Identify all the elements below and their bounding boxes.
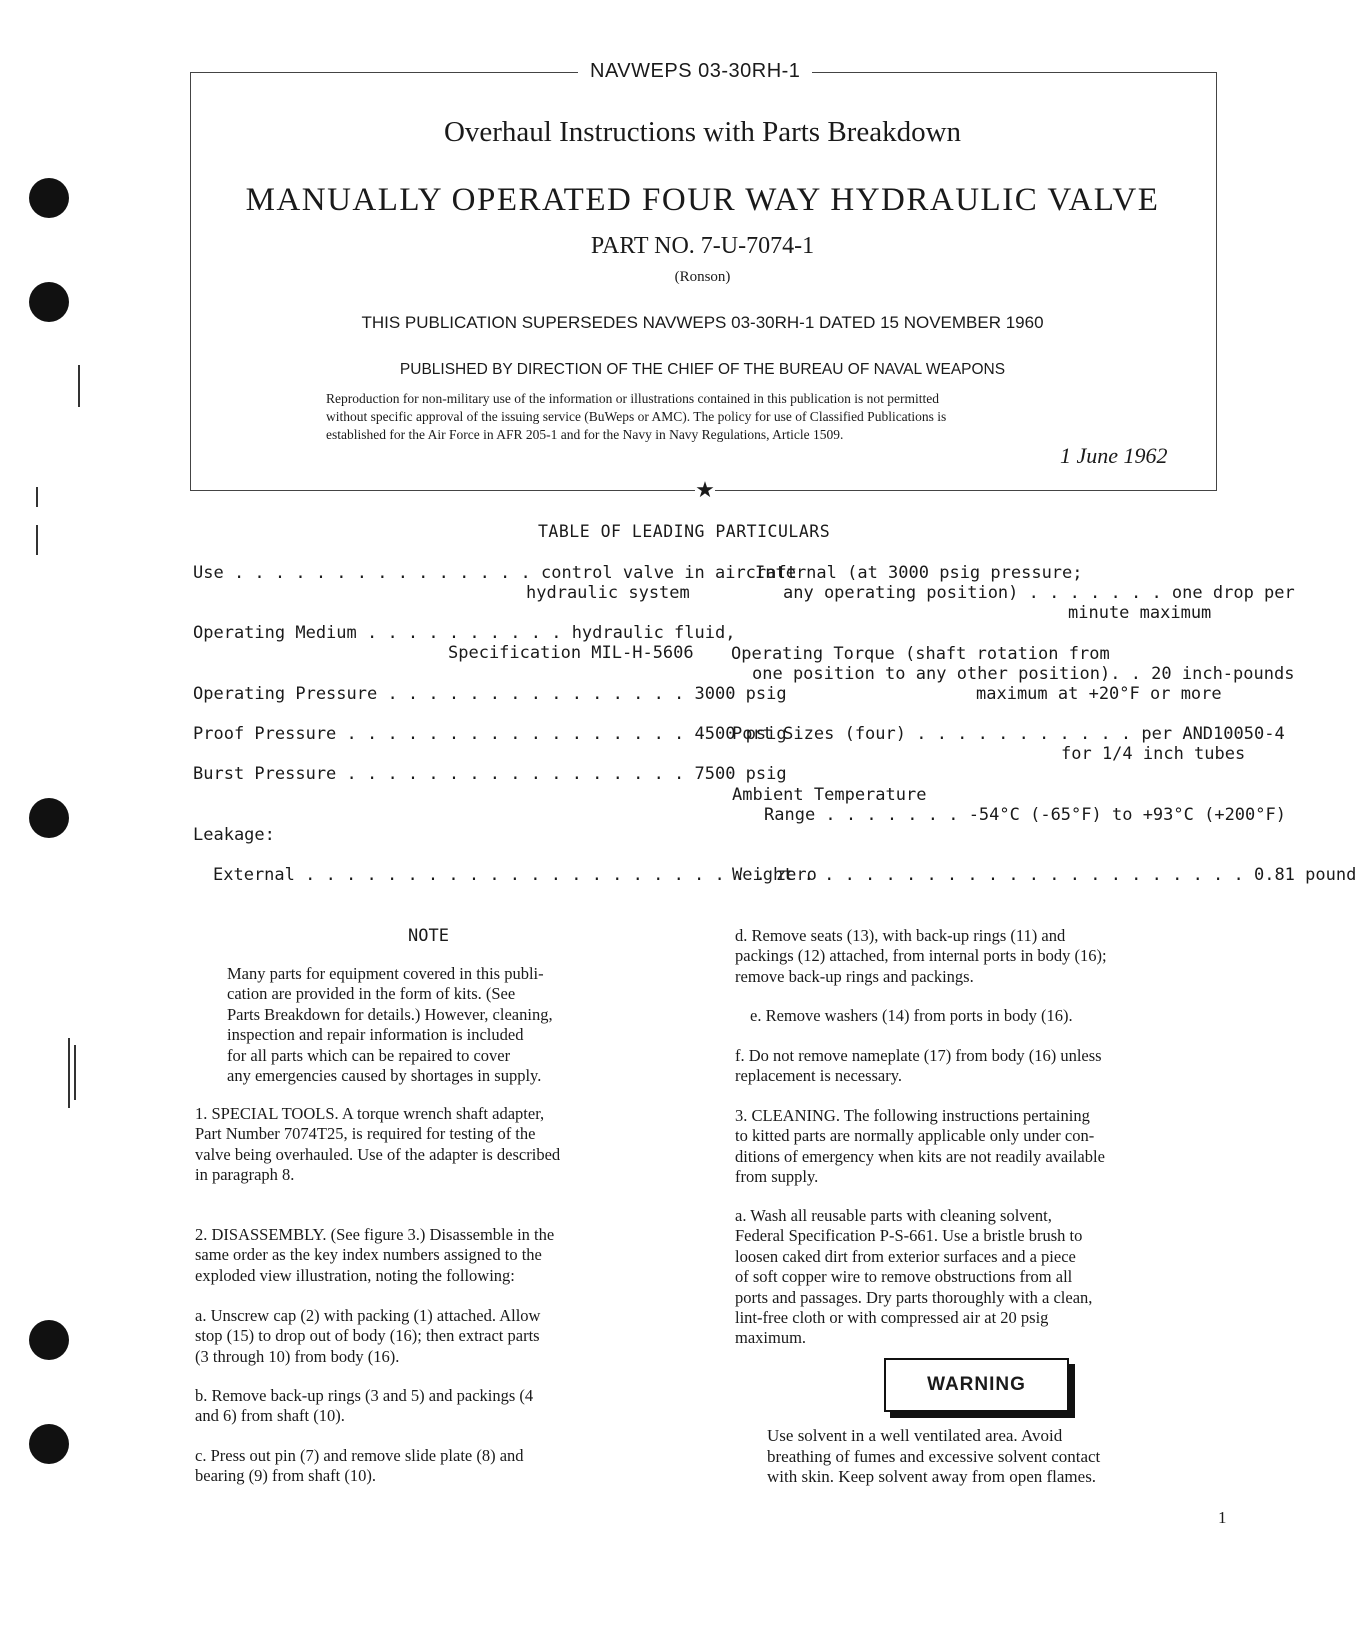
paragraph-line: valve being overhauled. Use of the adapter is described [195,1144,561,1164]
particular-internal-cont2: minute maximum [1068,603,1212,623]
particular-torque: Operating Torque (shaft rotation from [731,644,1110,664]
paragraph-line: f. Do not remove nameplate (17) from body (16) unless [735,1046,1102,1065]
page-number: 1 [1218,1508,1227,1527]
note-line: for all parts which can be repaired to cover [227,1045,511,1065]
frame-divider [715,490,1216,491]
binder-hole-5 [29,1424,69,1464]
table-title: TABLE OF LEADING PARTICULARS [538,522,831,541]
particular-internal-cont: any operating position) . . . . . . . one drop per [783,583,1295,603]
paragraph-line: to kitted parts are normally applicable only under con- [735,1126,1095,1146]
paragraph-disassembly-b [195,1386,685,1427]
paragraph-line: 2. DISASSEMBLY. (See figure 3.) Disassemble in the [195,1225,555,1244]
paragraph-line: same order as the key index numbers assigned to the [195,1245,542,1265]
paragraph-line: ports and passages. Dry parts thoroughly with a clean, [735,1287,1093,1307]
paragraph-line: stop (15) to drop out of body (16); then extract parts [195,1326,540,1346]
paragraph-line: replacement is necessary. [735,1066,903,1086]
warning-box: WARNING [884,1358,1069,1412]
particular-burst-pressure: Burst Pressure . . . . . . . . . . . . . . . . . 7500 psig [193,764,787,784]
published-by: PUBLISHED BY DIRECTION OF THE CHIEF OF THE BUREAU OF NAVAL WEAPONS [399,361,1006,378]
paragraph-special-tools [195,1104,685,1186]
particular-ambient-range: Range . . . . . . . -54°C (-65°F) to +93°C (+200°F) [764,805,1286,825]
binder-hole-2 [29,282,69,322]
star-icon: ★ [695,477,715,502]
warning-line: breathing of fumes and excessive solvent contact [767,1446,1101,1466]
particular-medium: Operating Medium . . . . . . . . . . hydraulic fluid, [193,623,736,643]
note-line: any emergencies caused by shortages in supply. [227,1066,542,1086]
paragraph-line: c. Press out pin (7) and remove slide plate (8) and [195,1446,524,1465]
paragraph-line: ditions of emergency when kits are not readily available [735,1146,1105,1166]
paragraph-disassembly-a [195,1306,685,1367]
reproduction-line: Reproduction for non-military use of the information or illustrations contained in this publication is not permitted [326,391,940,406]
paragraph-line: remove back-up rings and packings. [735,966,974,986]
paragraph-line: maximum. [735,1328,807,1348]
note-line: cation are provided in the form of kits. (See [227,984,516,1004]
paragraph-line: 3. CLEANING. The following instructions pertaining [735,1106,1090,1125]
warning-line: Use solvent in a well ventilated area. Avoid [767,1426,1063,1445]
paragraph-line: bearing (9) from shaft (10). [195,1466,376,1486]
paragraph-line: lint-free cloth or with compressed air at 20 psig [735,1308,1049,1328]
paragraph-line: in paragraph 8. [195,1165,295,1185]
particular-ambient: Ambient Temperature [732,785,927,805]
scan-mark [68,1038,70,1108]
particular-port-sizes-cont: for 1/4 inch tubes [1061,744,1246,764]
paragraph-line: a. Unscrew cap (2) with packing (1) attached. Allow [195,1306,541,1325]
note-line: Parts Breakdown for details.) However, cleaning, [227,1004,553,1024]
title-overline: Overhaul Instructions with Parts Breakdown [443,116,962,148]
paragraph-disassembly [195,1225,685,1286]
paragraph-line: and 6) from shaft (10). [195,1406,345,1426]
paragraph-line: Federal Specification P-S-661. Use a bristle brush to [735,1226,1083,1246]
paragraph-line: e. Remove washers (14) from ports in body (16). [750,1006,1073,1025]
reproduction-notice [326,390,1086,444]
paragraph-line: (3 through 10) from body (16). [195,1346,400,1366]
paragraph-line: Part Number 7074T25, is required for testing of the [195,1124,536,1144]
particular-weight: Weight . . . . . . . . . . . . . . . . . . . . . . 0.81 pound [732,865,1356,885]
paragraph-line: a. Wash all reusable parts with cleaning solvent, [735,1206,1052,1225]
supersedes-notice: THIS PUBLICATION SUPERSEDES NAVWEPS 03-30RH-1 DATED 15 NOVEMBER 1960 [361,313,1044,332]
doc-number: NAVWEPS 03-30RH-1 [578,60,812,83]
particular-torque-cont2: maximum at +20°F or more [976,684,1222,704]
reproduction-line: established for the Air Force in AFR 205-1 and for the Navy in Navy Regulations, Article 1509. [326,427,844,442]
note-heading: NOTE [408,926,449,946]
frame-divider [190,490,695,491]
scan-mark [36,525,38,555]
paragraph-line: loosen caked dirt from exterior surfaces and a piece [735,1246,1076,1266]
particular-use-cont: hydraulic system [526,583,690,603]
paragraph-cleaning [735,1106,1235,1188]
particular-leakage: Leakage: [193,825,275,845]
paragraph-line: 1. SPECIAL TOOLS. A torque wrench shaft adapter, [195,1104,545,1123]
paragraph-disassembly-f [735,1046,1235,1087]
paragraph-line: from supply. [735,1167,819,1187]
paragraph-disassembly-c [195,1446,685,1487]
particular-internal: Internal (at 3000 psig pressure; [755,563,1083,583]
paragraph-disassembly-d [735,926,1235,987]
scan-mark [74,1045,76,1100]
particular-operating-pressure: Operating Pressure . . . . . . . . . . . . . . . 3000 psig [193,684,787,704]
paragraph-line: of soft copper wire to remove obstructions from all [735,1267,1073,1287]
paragraph-cleaning-a [735,1206,1235,1349]
note-line: Many parts for equipment covered in this publi- [227,964,544,983]
particular-proof-pressure: Proof Pressure . . . . . . . . . . . . . . . . . 4500 psig [193,724,787,744]
paragraph-line: exploded view illustration, noting the following: [195,1265,515,1285]
particular-port-sizes: Port Sizes (four) . . . . . . . . . . . per AND10050-4 [732,724,1285,744]
scan-mark [36,487,38,507]
publication-date: 1 June 1962 [1060,443,1168,468]
paragraph-line: b. Remove back-up rings (3 and 5) and packings (4 [195,1386,534,1405]
part-number: PART NO. 7-U-7074-1 [590,233,815,259]
note-body [227,964,687,1086]
warning-line: with skin. Keep solvent away from open flames. [767,1467,1097,1486]
binder-hole-3 [29,798,69,838]
paragraph-line: d. Remove seats (13), with back-up rings (11) and [735,926,1066,945]
note-line: inspection and repair information is included [227,1025,524,1045]
reproduction-line: without specific approval of the issuing service (BuWeps or AMC). The policy for use of Classified Publications is [326,409,947,424]
manufacturer: (Ronson) [674,269,731,285]
particular-medium-cont: Specification MIL-H-5606 [448,643,694,663]
paragraph-disassembly-e [750,1006,1230,1026]
particular-use: Use . . . . . . . . . . . . . . . control valve in aircraft [193,563,797,583]
particular-external: External . . . . . . . . . . . . . . . . . . . . . . . zero [213,865,817,885]
binder-hole-1 [29,178,69,218]
particular-torque-cont: one position to any other position). . 20 inch-pounds [752,664,1295,684]
scan-mark [78,365,80,407]
warning-text [767,1426,1237,1488]
page-title: MANUALLY OPERATED FOUR WAY HYDRAULIC VALVE [245,182,1160,218]
paragraph-line: packings (12) attached, from internal ports in body (16); [735,946,1107,966]
binder-hole-4 [29,1320,69,1360]
